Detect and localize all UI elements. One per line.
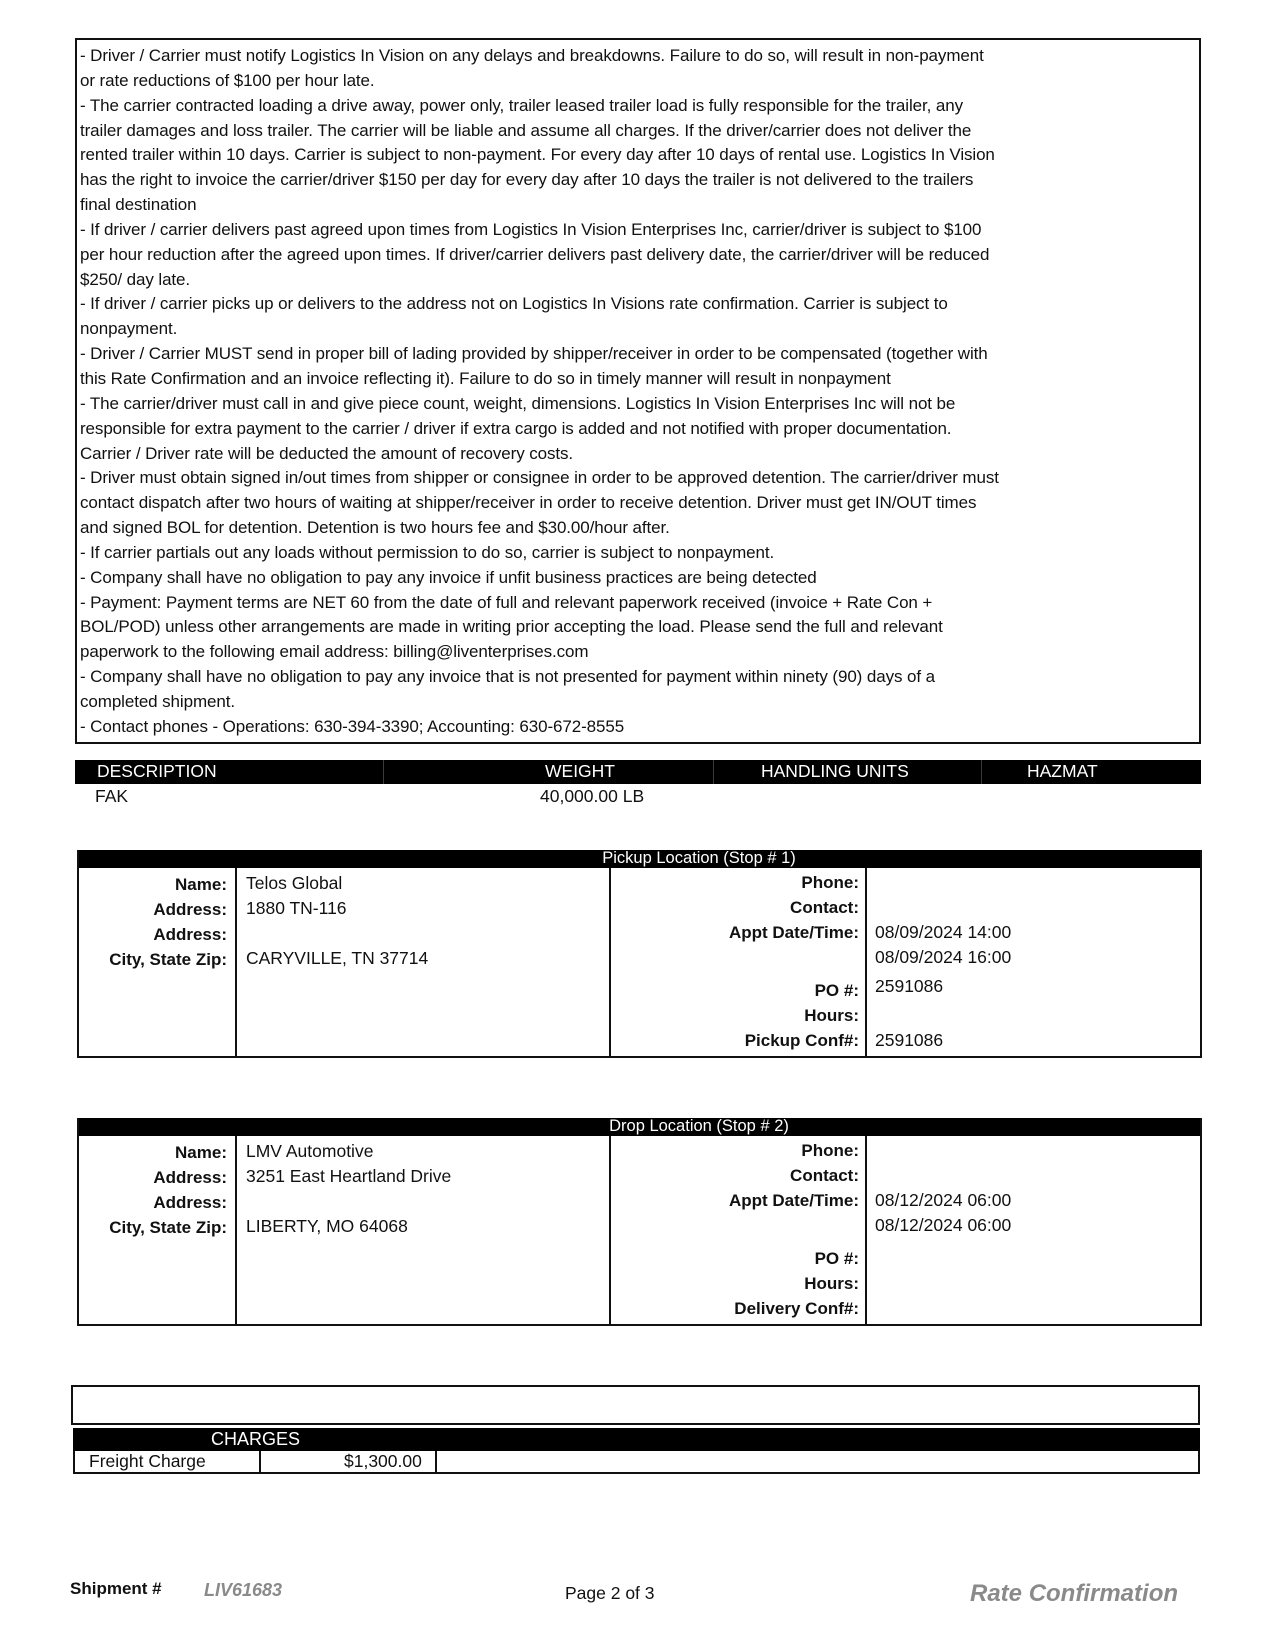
terms-line: completed shipment. <box>80 691 235 711</box>
weight-header: WEIGHT <box>545 761 615 781</box>
terms-line: - Driver must obtain signed in/out times from shipper or consignee in order to be approved detention. The carrier/driver must <box>80 468 999 488</box>
description-header: DESCRIPTION <box>97 761 217 781</box>
column-divider <box>259 1451 261 1472</box>
commodity-header-bar <box>75 760 1201 784</box>
notes-box <box>71 1385 1200 1425</box>
terms-line: has the right to invoice the carrier/driver $150 per day for every day after 10 days the trailer is not delivered to the trailers <box>80 170 974 190</box>
pickup-location-header <box>79 850 1200 868</box>
charges-header-bar <box>73 1428 1200 1451</box>
terms-line: - The carrier/driver must call in and give piece count, weight, dimensions. Logistics In Vision Enterprises Inc will not be <box>80 393 956 413</box>
column-divider <box>713 760 714 784</box>
pickup-location-title: Pickup Location (Stop # 1) <box>602 849 796 867</box>
delivery-conf-label: Delivery Conf#: <box>734 1299 859 1318</box>
column-divider <box>609 868 611 1056</box>
terms-line: final destination <box>80 195 197 215</box>
terms-line: or rate reductions of $100 per hour late. <box>80 70 375 90</box>
terms-line: - Contact phones - Operations: 630-394-3390; Accounting: 630-672-8555 <box>80 716 625 736</box>
terms-line: paperwork to the following email address: billing@liventerprises.com <box>80 642 589 662</box>
terms-line: - If driver / carrier picks up or delivers to the address not on Logistics In Visions rate confirmation. Carrier is subject to <box>80 294 948 314</box>
terms-line: responsible for extra payment to the carrier / driver if extra cargo is added and not notified with proper documentation. <box>80 418 952 438</box>
name-label: Name: <box>175 1143 227 1162</box>
pickup-conf-number: 2591086 <box>875 1030 944 1050</box>
drop-city-state-zip: LIBERTY, MO 64068 <box>246 1216 408 1236</box>
drop-location-title: Drop Location (Stop # 2) <box>609 1117 789 1135</box>
charge-row <box>73 1451 1200 1474</box>
hours-label: Hours: <box>804 1006 859 1025</box>
city-state-zip-label: City, State Zip: <box>109 1218 227 1237</box>
charges-header: CHARGES <box>211 1429 301 1449</box>
column-divider <box>865 868 867 1056</box>
drop-appt-end: 08/12/2024 06:00 <box>875 1215 1012 1235</box>
commodity-weight: 40,000.00 LB <box>540 786 645 806</box>
drop-location-box <box>77 1118 1202 1326</box>
drop-address: 3251 East Heartland Drive <box>246 1166 452 1186</box>
document-title: Rate Confirmation <box>970 1580 1179 1607</box>
pickup-appt-end: 08/09/2024 16:00 <box>875 947 1012 967</box>
city-state-zip-label: City, State Zip: <box>109 950 227 969</box>
shipment-number-label: Shipment # <box>70 1579 162 1598</box>
appt-date-time-label: Appt Date/Time: <box>728 1191 859 1210</box>
column-divider <box>435 1451 437 1472</box>
pickup-name: Telos Global <box>246 873 343 893</box>
column-divider <box>235 868 237 1056</box>
terms-line: - Company shall have no obligation to pay any invoice if unfit business practices are being detected <box>80 567 817 587</box>
drop-location-header <box>79 1118 1200 1136</box>
terms-line: - The carrier contracted loading a drive away, power only, trailer leased trailer load is fully responsible for the trailer, any <box>80 95 963 115</box>
terms-line: - Driver / Carrier MUST send in proper bill of lading provided by shipper/receiver in order to be compensated (together with <box>80 344 988 364</box>
hazmat-header: HAZMAT <box>1027 761 1098 781</box>
contact-label: Contact: <box>790 1166 859 1185</box>
column-divider <box>609 1136 611 1324</box>
charge-label: Freight Charge <box>89 1451 206 1471</box>
drop-name: LMV Automotive <box>246 1141 374 1161</box>
pickup-address: 1880 TN-116 <box>246 898 347 918</box>
column-divider <box>981 760 982 784</box>
shipment-number: LIV61683 <box>204 1580 283 1600</box>
terms-line: contact dispatch after two hours of waiting at shipper/receiver in order to receive detention. Driver must get IN/OUT times <box>80 493 977 513</box>
terms-line: - Payment: Payment terms are NET 60 from the date of full and relevant paperwork received (invoice + Rate Con + <box>80 592 933 612</box>
terms-line: BOL/POD) unless other arrangements are made in writing prior accepting the load. Please send the full and relevant <box>80 617 943 637</box>
terms-line: per hour reduction after the agreed upon times. If driver/carrier delivers past delivery date, the carrier/driver will be reduced <box>80 244 990 264</box>
terms-line: trailer damages and loss trailer. The carrier will be liable and assume all charges. If the driver/carrier does not deliver the <box>80 120 972 140</box>
address-label-2: Address: <box>153 925 227 944</box>
contact-label: Contact: <box>790 898 859 917</box>
name-label: Name: <box>175 875 227 894</box>
column-divider <box>235 1136 237 1324</box>
pickup-city-state-zip: CARYVILLE, TN 37714 <box>246 948 429 968</box>
terms-line: and signed BOL for detention. Detention is two hours fee and $30.00/hour after. <box>80 518 670 538</box>
hours-label: Hours: <box>804 1274 859 1293</box>
terms-line: $250/ day late. <box>80 269 191 289</box>
pickup-conf-label: Pickup Conf#: <box>744 1031 859 1050</box>
terms-line: this Rate Confirmation and an invoice reflecting it). Failure to do so in timely manner will result in nonpayment <box>80 368 891 388</box>
column-divider <box>865 1136 867 1324</box>
charge-amount: $1,300.00 <box>344 1451 422 1471</box>
terms-line: - If driver / carrier delivers past agreed upon times from Logistics In Vision Enterprises Inc, carrier/driver is subject to $100 <box>80 219 982 239</box>
terms-line: rented trailer within 10 days. Carrier is subject to non-payment. For every day after 10 days of rental use. Logistics In Vision <box>80 145 995 165</box>
address-label: Address: <box>153 1168 227 1187</box>
terms-line: nonpayment. <box>80 319 178 339</box>
phone-label: Phone: <box>801 873 859 892</box>
terms-line: - If carrier partials out any loads without permission to do so, carrier is subject to nonpayment. <box>80 542 775 562</box>
appt-date-time-label: Appt Date/Time: <box>728 923 859 942</box>
drop-appt-start: 08/12/2024 06:00 <box>875 1190 1012 1210</box>
terms-line: Carrier / Driver rate will be deducted the amount of recovery costs. <box>80 443 574 463</box>
handling-units-header: HANDLING UNITS <box>761 761 909 781</box>
terms-line: - Driver / Carrier must notify Logistics In Vision on any delays and breakdowns. Failure to do so, will result in non-payment <box>80 46 984 65</box>
terms-line: - Company shall have no obligation to pay any invoice that is not presented for payment within ninety (90) days of a <box>80 667 935 687</box>
phone-label: Phone: <box>801 1141 859 1160</box>
column-divider <box>383 760 384 784</box>
po-number-label: PO #: <box>814 1249 859 1268</box>
terms-box <box>75 38 1201 744</box>
address-label: Address: <box>153 900 227 919</box>
pickup-location-box <box>77 850 1202 1058</box>
address-label-2: Address: <box>153 1193 227 1212</box>
po-number-label: PO #: <box>814 981 859 1000</box>
pickup-po-number: 2591086 <box>875 976 944 996</box>
pickup-appt-start: 08/09/2024 14:00 <box>875 922 1012 942</box>
commodity-description: FAK <box>95 786 129 806</box>
page-number: Page 2 of 3 <box>565 1583 655 1603</box>
